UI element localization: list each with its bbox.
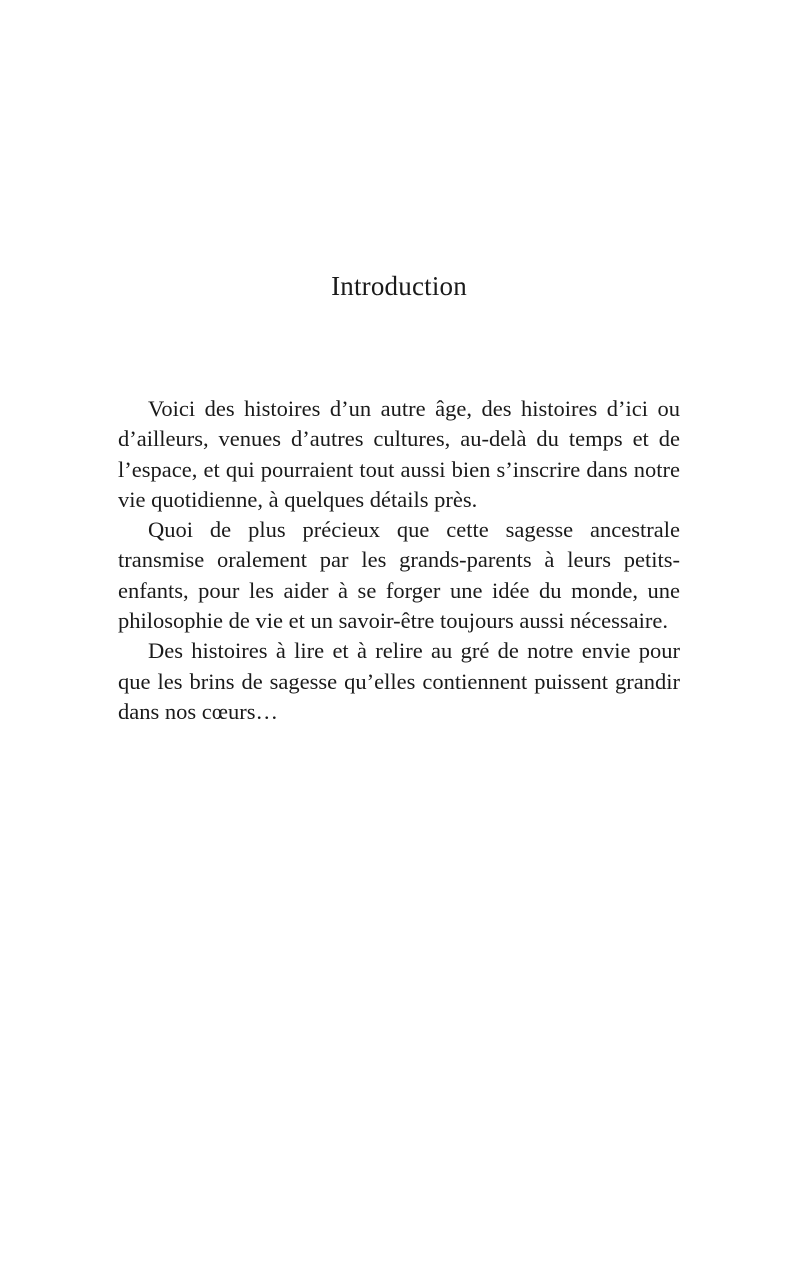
paragraph-1: Voici des histoires d’un autre âge, des histoires d’ici ou d’ailleurs, venues d’autres cultures, au-delà du temps et de l’espace, et qui pourraient tout aussi bien s’inscrire dans notre vie quotidienne, à quelques détails près. (118, 396, 680, 512)
body-text (118, 394, 680, 727)
chapter-title: Introduction (331, 271, 467, 301)
paragraph-3: Des histoires à lire et à relire au gré de notre envie pour que les brins de sagesse qu’elles contiennent puissent grandir dans nos cœurs… (118, 638, 680, 724)
paragraph-2: Quoi de plus précieux que cette sagesse ancestrale transmise oralement par les grands-parents à leurs petits-enfants, pour les aider à se forger une idée du monde, une philosophie de vie et un savoir-être toujours aussi nécessaire. (118, 517, 680, 634)
